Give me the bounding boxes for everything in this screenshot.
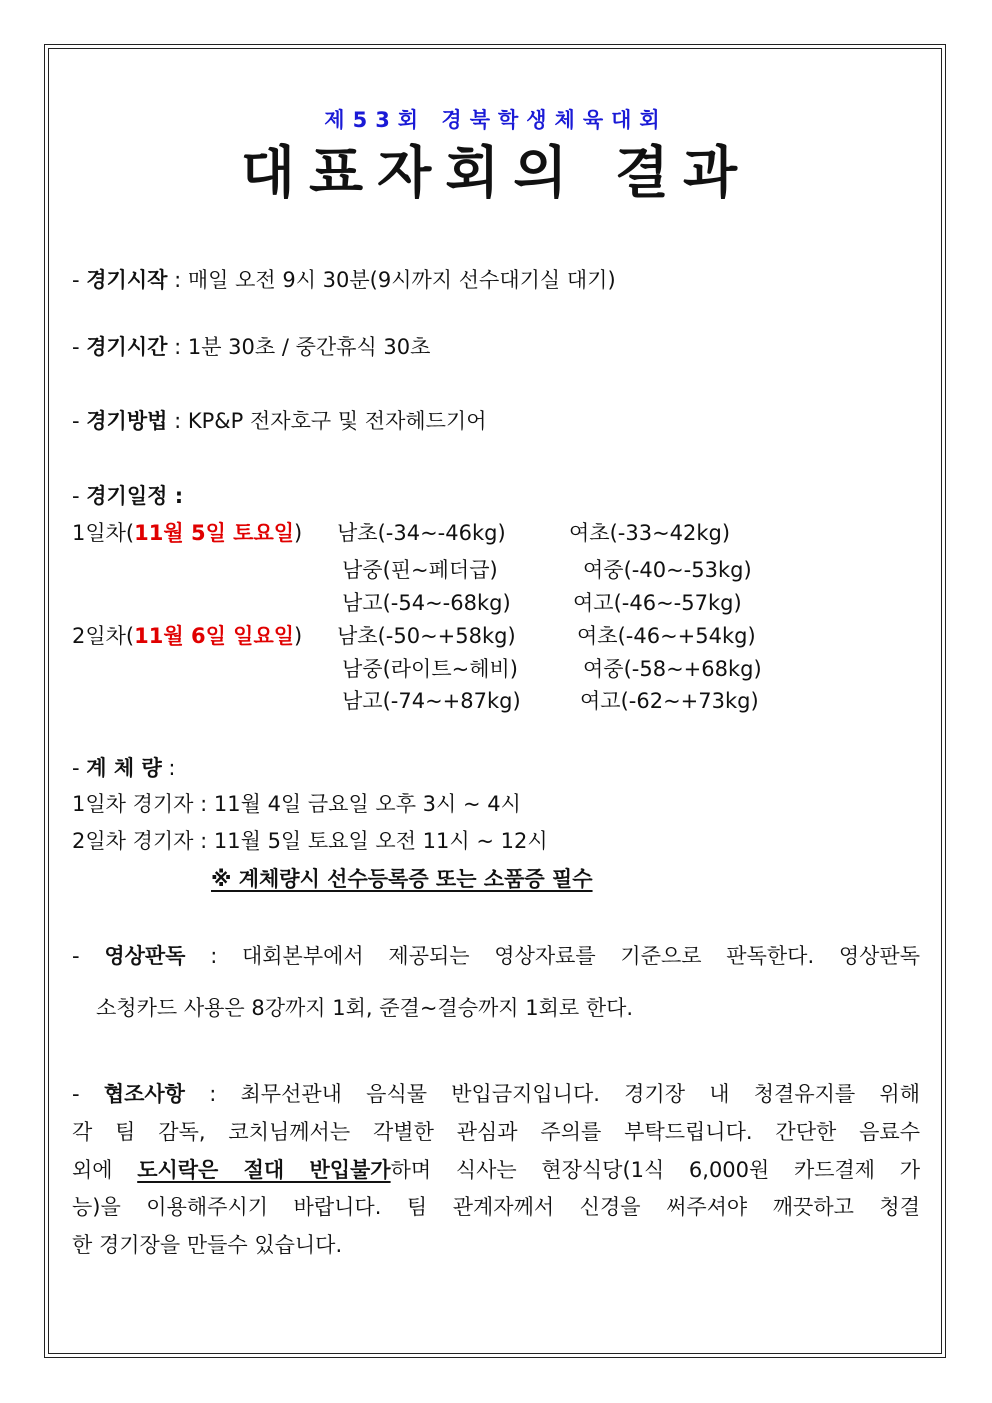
item-video: - 영상판독 : 대회본부에서 제공되는 영상자료를 기준으로 판독한다. 영상판독 <box>72 944 920 968</box>
schedule-day2-male-3: 남고(-74~+87kg) <box>342 689 521 713</box>
item-start: - 경기시작 : 매일 오전 9시 30분(9시까지 선수대기실 대기) <box>72 268 616 292</box>
schedule-day1-female-3: 여고(-46~-57kg) <box>573 591 742 615</box>
item-duration-value: 1분 30초 / 중간휴식 30초 <box>187 335 431 359</box>
schedule-day1-male-1: 남초(-34~-46kg) <box>337 521 506 545</box>
schedule-day2-female-3: 여고(-62~+73kg) <box>580 689 759 713</box>
item-cooperation-line1: 최무선관내 음식물 반입금지입니다. 경기장 내 청결유지를 위해 <box>240 1082 920 1106</box>
item-cooperation-line4: 능)을 이용해주시기 바랍니다. 팀 관계자께서 신경을 써주셔야 깨끗하고 청결 <box>72 1195 920 1219</box>
schedule-day2-female-2: 여중(-58~+68kg) <box>583 657 762 681</box>
item-video-line1: 대회본부에서 제공되는 영상자료를 기준으로 판독한다. 영상판독 <box>241 944 920 968</box>
cooperation-emphasis: 도시락은 절대 반입불가 <box>137 1158 391 1182</box>
schedule-day2-male-2: 남중(라이트~헤비) <box>342 657 518 681</box>
item-start-label: 경기시작 <box>86 268 168 292</box>
item-weighin: - 계 체 량 : <box>72 756 176 780</box>
item-cooperation-line3: 외에 도시락은 절대 반입불가하며 식사는 현장식당(1식 6,000원 카드결제 가 <box>72 1158 921 1182</box>
event-subtitle: 제53회 경북학생체육대회 <box>324 108 668 132</box>
item-schedule: - 경기일정 : <box>72 484 184 508</box>
item-duration: - 경기시간 : 1분 30초 / 중간휴식 30초 <box>72 335 431 359</box>
schedule-day1-female-2: 여중(-40~-53kg) <box>583 558 752 582</box>
item-method: - 경기방법 : KP&P 전자호구 및 전자헤드기어 <box>72 409 487 433</box>
item-cooperation-line2: 각 팀 감독, 코치님께서는 각별한 관심과 주의를 부탁드립니다. 간단한 음료수 <box>72 1120 920 1144</box>
schedule-day2-date: 11월 6일 일요일 <box>134 624 295 648</box>
item-cooperation-line5: 한 경기장을 만들수 있습니다. <box>72 1233 343 1257</box>
item-weighin-label: 계 체 량 <box>86 756 162 780</box>
schedule-day2-female-1: 여초(-46~+54kg) <box>577 624 756 648</box>
schedule-day1-female-1: 여초(-33~42kg) <box>569 521 731 545</box>
weighin-day1: 1일차 경기자 : 11월 4일 금요일 오후 3시 ~ 4시 <box>72 792 521 816</box>
schedule-day2-label: 2일차(11월 6일 일요일) <box>72 624 303 648</box>
item-video-label: 영상판독 <box>104 944 186 968</box>
item-method-label: 경기방법 <box>86 409 168 433</box>
item-method-value: KP&P 전자호구 및 전자헤드기어 <box>187 409 487 433</box>
item-video-line2: 소청카드 사용은 8강까지 1회, 준결~결승까지 1회로 한다. <box>96 996 634 1020</box>
item-schedule-label: 경기일정 : <box>86 484 184 508</box>
schedule-day2-male-1: 남초(-50~+58kg) <box>337 624 516 648</box>
page-title: 대표자회의 결과 <box>240 141 752 206</box>
schedule-day1-male-3: 남고(-54~-68kg) <box>342 591 511 615</box>
weighin-day2: 2일차 경기자 : 11월 5일 토요일 오전 11시 ~ 12시 <box>72 829 548 853</box>
weighin-notice: ※ 계체량시 선수등록증 또는 소품증 필수 <box>211 867 593 891</box>
item-cooperation-label: 협조사항 <box>103 1082 185 1106</box>
schedule-day1-date: 11월 5일 토요일 <box>134 521 295 545</box>
schedule-day1-male-2: 남중(핀~페더급) <box>342 558 498 582</box>
item-cooperation: - 협조사항 : 최무선관내 음식물 반입금지입니다. 경기장 내 청결유지를 위해 <box>72 1082 920 1106</box>
item-start-value: 매일 오전 9시 30분(9시까지 선수대기실 대기) <box>187 268 616 292</box>
schedule-day1-label: 1일차(11월 5일 토요일) <box>72 521 303 545</box>
item-duration-label: 경기시간 <box>86 335 168 359</box>
